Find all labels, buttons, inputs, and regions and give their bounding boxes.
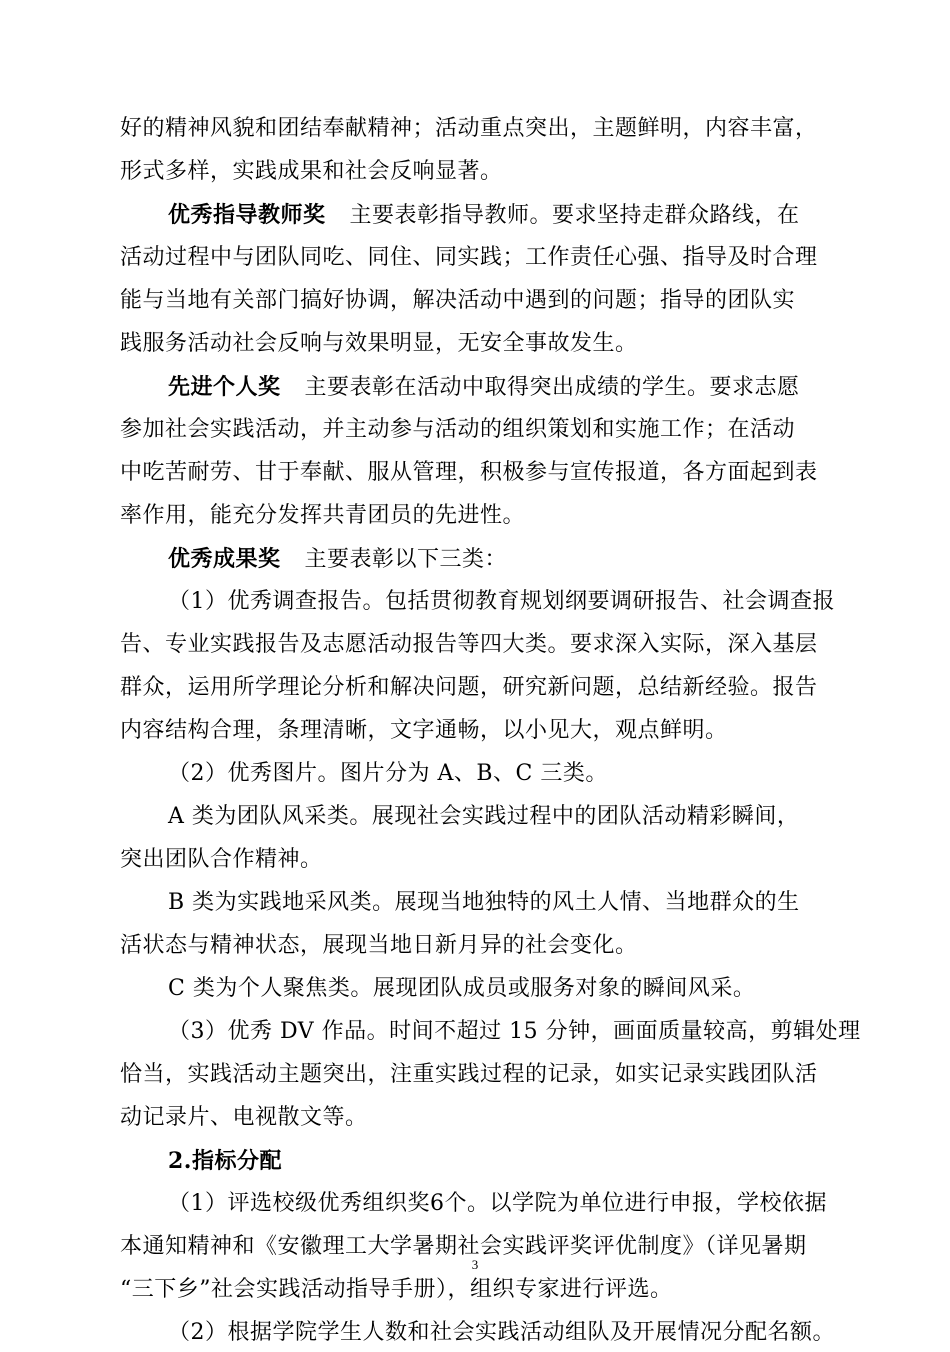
award-heading: 优秀成果奖 xyxy=(168,546,281,572)
paragraph-line: 能与当地有关部门搞好协调，解决活动中遇到的问题；指导的团队实 xyxy=(120,288,796,313)
paragraph-line: 活动过程中与团队同吃、同住、同实践；工作责任心强、指导及时合理 xyxy=(120,245,818,270)
paragraph-line: 突出团队合作精神。 xyxy=(120,847,323,872)
paragraph-line: （2）优秀图片。图片分为 A、B、C 三类。 xyxy=(168,761,608,786)
award-description: 主要表彰指导教师。要求坚持走群众路线，在 xyxy=(349,203,800,228)
paragraph-line: 形式多样，实践成果和社会反响显著。 xyxy=(120,159,503,184)
paragraph-line: 群众，运用所学理论分析和解决问题，研究新问题，总结新经验。报告 xyxy=(120,675,818,700)
paragraph-line: 告、专业实践报告及志愿活动报告等四大类。要求深入实际，深入基层 xyxy=(120,632,818,657)
award-description: 主要表彰在活动中取得突出成绩的学生。要求志愿 xyxy=(304,375,800,400)
paragraph-line: B 类为实践地采风类。展现当地独特的风土人情、当地群众的生 xyxy=(168,890,800,915)
award-results-line xyxy=(168,540,840,579)
page-number: 3 xyxy=(471,1257,479,1272)
paragraph-line: 好的精神风貌和团结奉献精神；活动重点突出，主题鲜明，内容丰富， xyxy=(120,116,818,141)
paragraph-line: 践服务活动社会反响与效果明显，无安全事故发生。 xyxy=(120,331,638,356)
paragraph-line: （1）优秀调查报告。包括贯彻教育规划纲要调研报告、社会调查报 xyxy=(168,589,835,614)
paragraph-line: 动记录片、电视散文等。 xyxy=(120,1105,368,1130)
paragraph-line: 恰当，实践活动主题突出，注重实践过程的记录，如实记录实践团队活 xyxy=(120,1062,818,1087)
paragraph-line: 内容结构合理，条理清晰，文字通畅，以小见大，观点鲜明。 xyxy=(120,718,728,743)
paragraph-line: 参加社会实践活动，并主动参与活动的组织策划和实施工作；在活动 xyxy=(120,417,796,442)
paragraph-line: 本通知精神和《安徽理工大学暑期社会实践评奖评优制度》（详见暑期 xyxy=(120,1234,807,1259)
paragraph-line: “三下乡”社会实践活动指导手册），组织专家进行评选。 xyxy=(120,1277,673,1302)
paragraph-line: 活状态与精神状态，展现当地日新月异的社会变化。 xyxy=(120,933,638,958)
award-teacher-line xyxy=(168,196,840,235)
paragraph-line: C 类为个人聚焦类。展现团队成员或服务对象的瞬间风采。 xyxy=(168,976,756,1001)
award-heading: 优秀指导教师奖 xyxy=(168,202,326,228)
paragraph-line: 率作用，能充分发挥共青团员的先进性。 xyxy=(120,503,526,528)
paragraph-line: （2）根据学院学生人数和社会实践活动组队及开展情况分配名额。 xyxy=(168,1320,835,1345)
award-description: 主要表彰以下三类： xyxy=(304,547,508,572)
section-heading: 2.指标分配 xyxy=(168,1148,282,1174)
paragraph-line: （3）优秀 DV 作品。时间不超过 15 分钟，画面质量较高，剪辑处理 xyxy=(168,1019,861,1044)
paragraph-line: （1）评选校级优秀组织奖6个。以学院为单位进行申报，学校依据 xyxy=(168,1191,827,1216)
award-heading: 先进个人奖 xyxy=(168,374,281,400)
award-individual-line xyxy=(168,368,840,407)
paragraph-line: 中吃苦耐劳、甘于奉献、服从管理，积极参与宣传报道，各方面起到表 xyxy=(120,460,818,485)
paragraph-line: A 类为团队风采类。展现社会实践过程中的团队活动精彩瞬间， xyxy=(168,804,800,829)
